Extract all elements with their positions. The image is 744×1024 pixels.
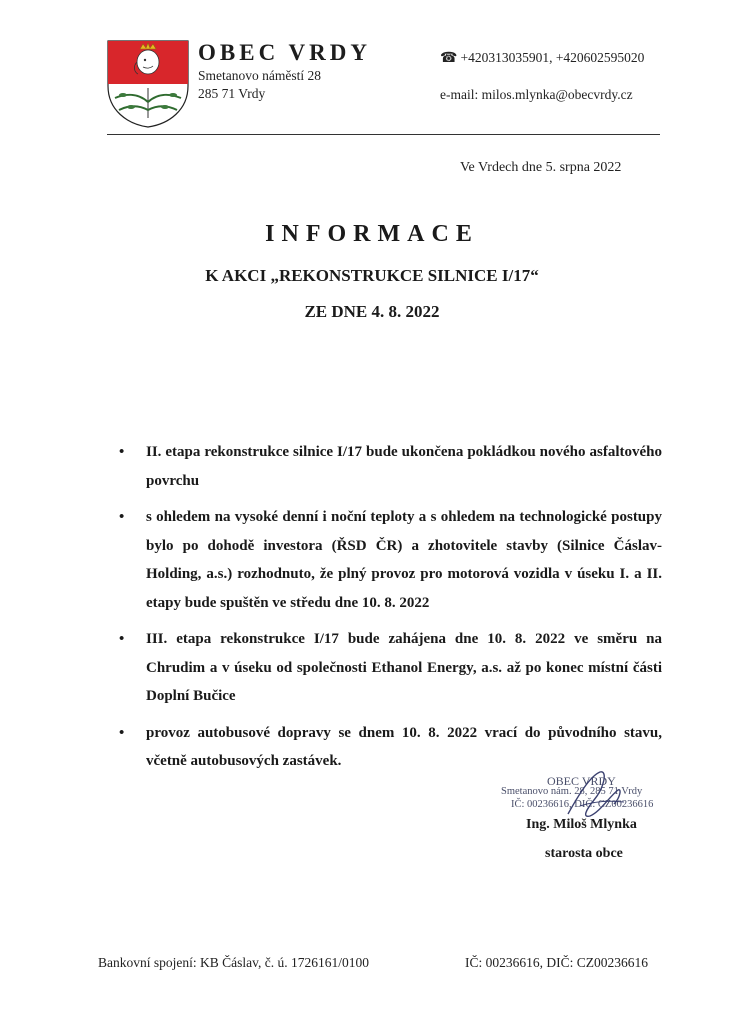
information-list [117,438,662,784]
list-item: • II. etapa rekonstrukce silnice I/17 bude ukončena pokládkou nového asfaltového povrchu [117,438,662,495]
list-item: • III. etapa rekonstrukce I/17 bude zahájena dne 10. 8. 2022 ve směru na Chrudim a v úseku od společnosti Ethanol Energy, a.s. až po konec místní části Doplní Bučice [117,625,662,711]
signer-role: starosta obce [545,846,623,861]
bank-details: Bankovní spojení: KB Čáslav, č. ú. 1726161/0100 [98,955,369,970]
bullet-icon: • [119,444,125,460]
address-street: Smetanovo náměstí 28 [198,68,321,83]
tax-ids: IČ: 00236616, DIČ: CZ00236616 [465,955,649,970]
phone-icon: ☎ [440,51,458,66]
coat-of-arms-icon [107,40,189,128]
document-title: INFORMACE [265,221,479,247]
stamp-address: Smetanovo nám. 28, 285 71 Vrdy [501,786,643,797]
address-city: 285 71 Vrdy [198,86,266,101]
signer-name: Ing. Miloš Mlynka [526,817,637,832]
document-subtitle: K AKCI „REKONSTRUKCE SILNICE I/17“ [205,266,539,285]
document-date: Ve Vrdech dne 5. srpna 2022 [460,160,622,175]
organization-name: OBEC VRDY [198,40,371,65]
document-subtitle-date: ZE DNE 4. 8. 2022 [304,302,440,321]
bullet-icon: • [119,724,125,741]
bullet-icon: • [119,631,125,647]
phone-numbers: +420313035901, +420602595020 [460,50,645,65]
list-item: • s ohledem na vysoké denní i noční teploty a s ohledem na technologické postupy bylo po dohodě investora (ŘSD ČR) a zhotovitele stavby (Silnice Čáslav-Holding, a.s.) rozhodnuto, že plný provoz pro motorová vozidla v úseku I. a II. etapy bude spuštěn ve středu dne 10. 8. 2022 [117,503,662,617]
stamp-name: OBEC VRDY [547,774,616,788]
stamp-ids: IČ: 00236616, DIČ: CZ00236616 [511,799,654,810]
list-item: • provoz autobusové dopravy se dnem 10. 8. 2022 vrací do původního stavu, včetně autobusových zastávek. [117,719,662,776]
phone-line [440,50,644,67]
email-line: e-mail: milos.mlynka@obecvrdy.cz [440,87,633,102]
bullet-icon: • [119,509,125,525]
header-divider [107,134,660,135]
